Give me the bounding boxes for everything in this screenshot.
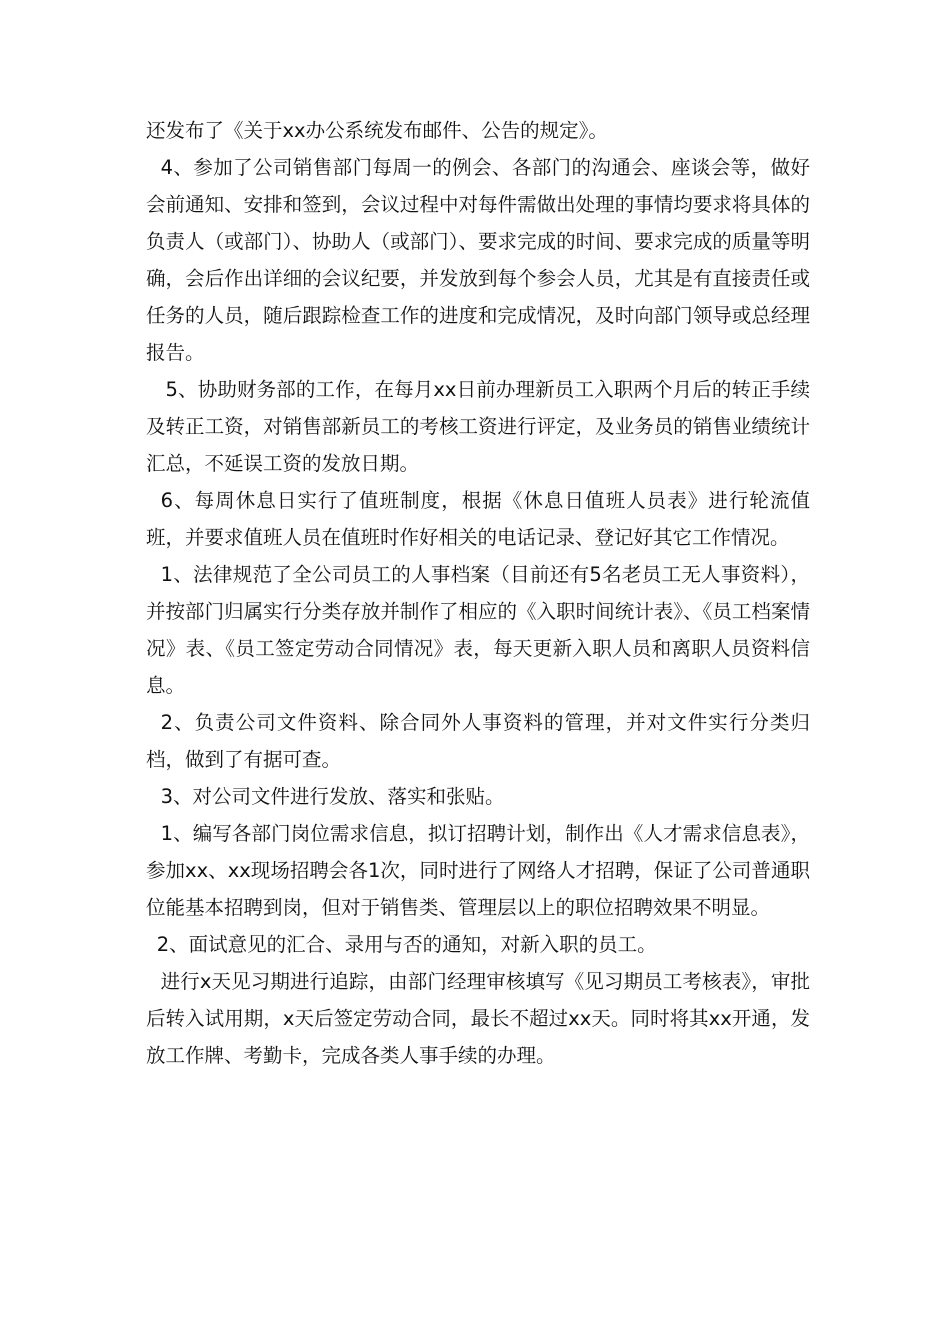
paragraph-3: 5、协助财务部的工作，在每月xx日前办理新员工入职两个月后的转正手续及转正工资，对销售部新员工的考核工资进行评定，及业务员的销售业绩统计汇总，不延误工资的发放日期。 [146, 378, 810, 475]
paragraph-8: 1、编写各部门岗位需求信息，拟订招聘计划，制作出《人才需求信息表》，参加xx、xx现场招聘会各1次，同时进行了网络人才招聘，保证了公司普通职位能基本招聘到岗，但对于销售类、管理层以上的职位招聘效果不明显。 [146, 822, 810, 919]
paragraph-10: 进行x天见习期进行追踪，由部门经理审核填写《见习期员工考核表》，审批后转入试用期，x天后签定劳动合同，最长不超过xx天。同时将其xx开通，发放工作牌、考勤卡，完成各类人事手续的办理。 [146, 970, 810, 1067]
paragraph-4: 6、每周休息日实行了值班制度，根据《休息日值班人员表》进行轮流值班，并要求值班人员在值班时作好相关的电话记录、登记好其它工作情况。 [146, 489, 810, 549]
paragraph-7: 3、对公司文件进行发放、落实和张贴。 [160, 785, 505, 808]
paragraph-1: 还发布了《关于xx办公系统发布邮件、公告的规定》。 [146, 119, 608, 142]
paragraph-5: 1、法律规范了全公司员工的人事档案（目前还有5名老员工无人事资料），并按部门归属实行分类存放并制作了相应的《入职时间统计表》、《员工档案情况》表、《员工签定劳动合同情况》表，每天更新入职人员和离职人员资料信息。 [146, 563, 810, 697]
paragraph-6: 2、负责公司文件资料、除合同外人事资料的管理，并对文件实行分类归档，做到了有据可查。 [146, 711, 810, 771]
paragraph-2: 4、参加了公司销售部门每周一的例会、各部门的沟通会、座谈会等，做好会前通知、安排和签到，会议过程中对每件需做出处理的事情均要求将具体的负责人（或部门）、协助人（或部门）、要求完成的时间、要求完成的质量等明确，会后作出详细的会议纪要，并发放到每个参会人员，尤其是有直接责任或任务的人员，随后跟踪检查工作的进度和完成情况，及时向部门领导或总经理报告。 [146, 156, 810, 364]
paragraph-9: 2、面试意见的汇合、录用与否的通知，对新入职的员工。 [156, 933, 657, 956]
document-body [146, 112, 810, 1074]
